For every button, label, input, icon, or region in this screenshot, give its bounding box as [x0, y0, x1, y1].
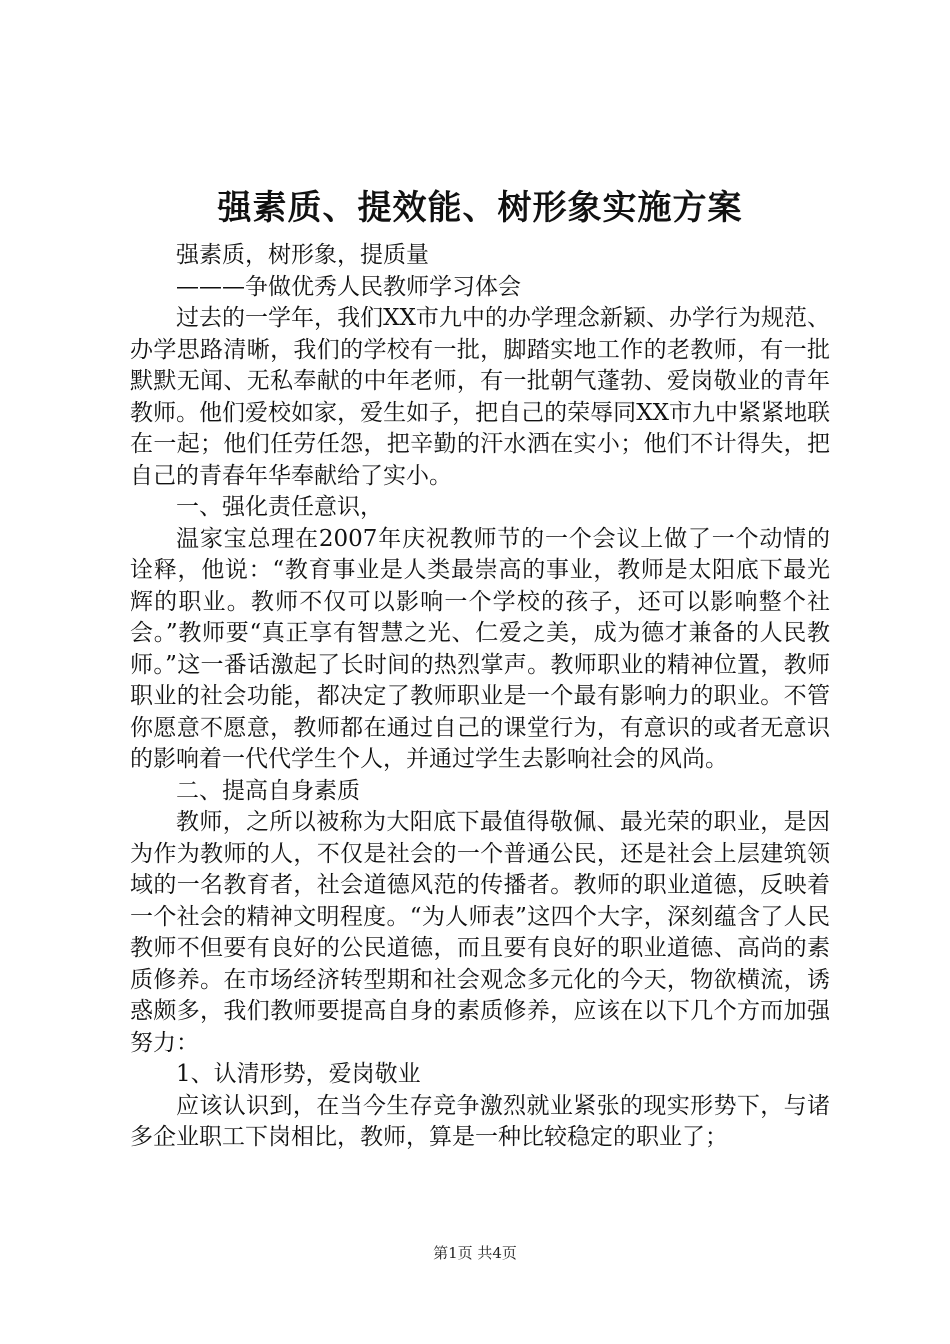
- paragraph: 温家宝总理在2007年庆祝教师节的一个会议上做了一个动情的诠释，他说：“教育事业是人类最崇高的事业，教师是太阳底下最光辉的职业。教师不仅可以影响一个学校的孩子，还可以影响整个社会。”教师要“真正享有智慧之光、仁爱之美，成为德才兼备的人民教师。”这一番话激起了长时间的热烈掌声。教师职业的精神位置，教师职业的社会功能，都决定了教师职业是一个最有影响力的职业。不管你愿意不愿意，教师都在通过自己的课堂行为，有意识的或者无意识的影响着一代代学生个人，并通过学生去影响社会的风尚。: [130, 525, 830, 772]
- subtitle-dash-line: ———争做优秀人民教师学习体会: [176, 273, 521, 300]
- subsection-heading: 1、认清形势，爱岗敬业: [176, 1061, 421, 1087]
- page-footer: 第1页 共4页: [433, 1244, 517, 1262]
- document-title: 强素质、提效能、树形象实施方案: [217, 188, 743, 228]
- section-heading: 二、提高自身素质: [176, 777, 360, 804]
- subtitle: 强素质，树形象，提质量: [176, 242, 429, 268]
- paragraph: 过去的一学年，我们XX市九中的办学理念新颖、办学行为规范、办学思路清晰，我们的学校有一批，脚踏实地工作的老教师，有一批默默无闻、无私奉献的中年老师，有一批朝气蓬勃、爱岗敬业的青年教师。他们爱校如家，爱生如子，把自己的荣辱同XX市九中紧紧地联在一起；他们任劳任怨，把辛勤的汗水洒在实小；他们不计得失，把自己的青春年华奉献给了实小。: [130, 305, 830, 489]
- document-page: [130, 182, 830, 1154]
- paragraph: 应该认识到，在当今生存竞争激烈就业紧张的现实形势下，与诸多企业职工下岗相比，教师，算是一种比较稳定的职业了；: [130, 1092, 830, 1150]
- paragraph: 教师，之所以被称为大阳底下最值得敬佩、最光荣的职业，是因为作为教师的人，不仅是社会的一个普通公民，还是社会上层建筑领域的一名教育者，社会道德风范的传播者。教师的职业道德，反映着一个社会的精神文明程度。“为人师表”这四个大字，深刻蕴含了人民教师不但要有良好的公民道德，而且要有良好的职业道德、高尚的素质修养。在市场经济转型期和社会观念多元化的今天，物欲横流，诱惑颇多，我们教师要提高自身的素质修养，应该在以下几个方而加强努力：: [130, 809, 830, 1056]
- section-heading: 一、强化责任意识，: [176, 494, 383, 520]
